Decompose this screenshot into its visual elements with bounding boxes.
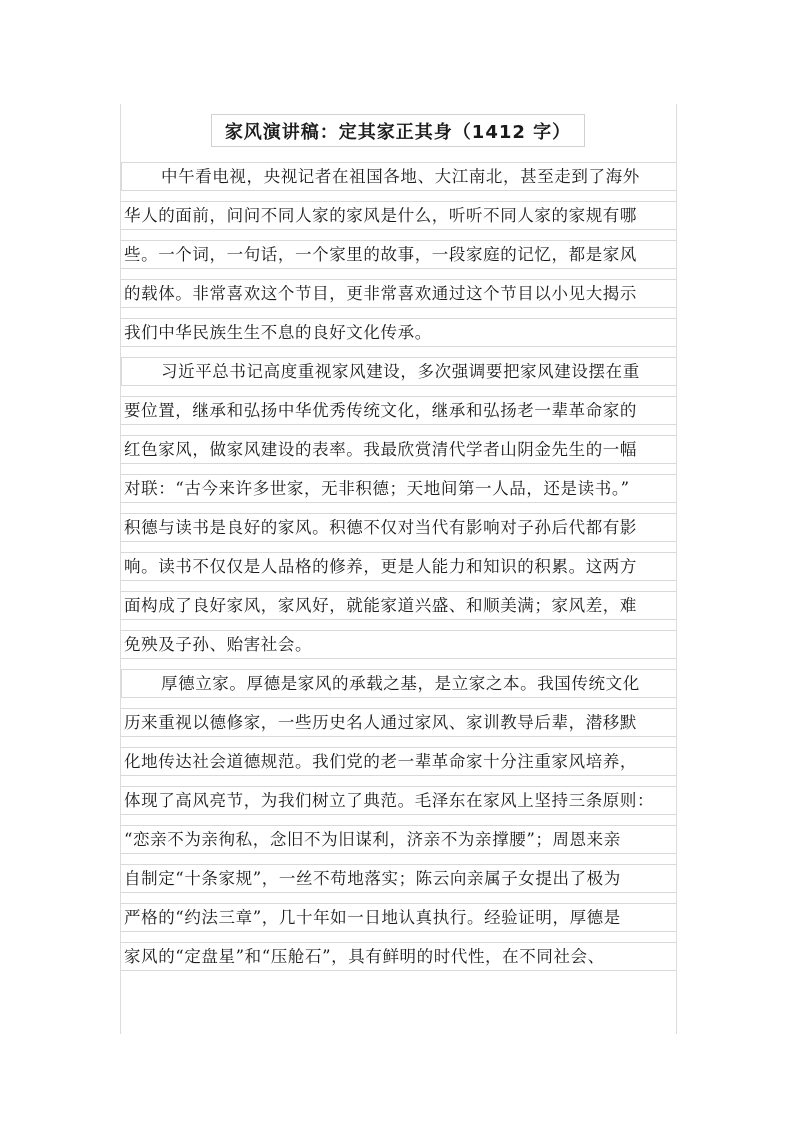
text-line: 中午看电视，央视记者在祖国各地、大江南北，甚至走到了海外 [121, 162, 676, 191]
document-body [121, 162, 676, 981]
text-line: 家风的“定盘星”和“压舱石”，具有鲜明的时代性，在不同社会、 [121, 942, 676, 971]
text-line: 体现了高风亮节，为我们树立了典范。毛泽东在家风上坚持三条原则： [121, 786, 676, 815]
text-line: 化地传达社会道德规范。我们党的老一辈革命家十分注重家风培养， [121, 747, 676, 776]
text-line: 我们中华民族生生不息的良好文化传承。 [121, 318, 676, 347]
document-page [120, 104, 677, 1034]
text-line: 历来重视以德修家，一些历史名人通过家风、家训教导后辈，潜移默 [121, 708, 676, 737]
text-line: 要位置，继承和弘扬中华优秀传统文化，继承和弘扬老一辈革命家的 [121, 396, 676, 425]
text-line: 些。一个词，一句话，一个家里的故事，一段家庭的记忆，都是家风 [121, 240, 676, 269]
text-line: 红色家风，做家风建设的表率。我最欣赏清代学者山阴金先生的一幅 [121, 435, 676, 464]
text-line: 厚德立家。厚德是家风的承载之基，是立家之本。我国传统文化 [121, 669, 676, 698]
text-line: 的载体。非常喜欢这个节目，更非常喜欢通过这个节目以小见大揭示 [121, 279, 676, 308]
text-line: 积德与读书是良好的家风。积德不仅对当代有影响对子孙后代都有影 [121, 513, 676, 542]
text-line: 响。读书不仅仅是人品格的修养，更是人能力和知识的积累。这两方 [121, 552, 676, 581]
text-line: “恋亲不为亲徇私，念旧不为旧谋利，济亲不为亲撑腰”；周恩来亲 [121, 825, 676, 854]
text-line: 面构成了良好家风，家风好，就能家道兴盛、和顺美满；家风差，难 [121, 591, 676, 620]
text-line: 免殃及子孙、贻害社会。 [121, 630, 676, 659]
text-line: 自制定“十条家规”，一丝不苟地落实；陈云向亲属子女提出了极为 [121, 864, 676, 893]
document-title: 家风演讲稿：定其家正其身（1412 字） [211, 114, 585, 147]
text-line: 严格的“约法三章”，几十年如一日地认真执行。经验证明，厚德是 [121, 903, 676, 932]
text-line: 对联：“古今来许多世家，无非积德；天地间第一人品，还是读书。” [121, 474, 676, 503]
text-line: 华人的面前，问问不同人家的家风是什么，听听不同人家的家规有哪 [121, 201, 676, 230]
text-line: 习近平总书记高度重视家风建设，多次强调要把家风建设摆在重 [121, 357, 676, 386]
